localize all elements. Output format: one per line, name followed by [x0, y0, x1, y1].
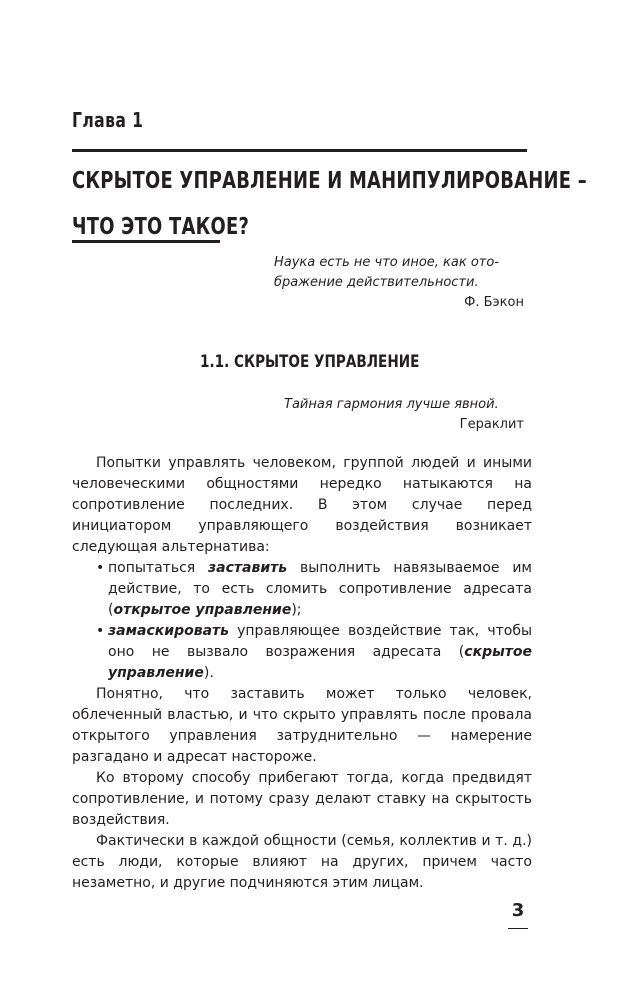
paragraph-3: Ко второму способу прибегают тогда, когда предвидят сопротивление, и потому сразу делают ставку на скрытость воздействия.	[72, 770, 532, 828]
body-text	[72, 453, 532, 894]
chapter-title	[72, 158, 587, 250]
alternatives-list	[72, 558, 532, 684]
chapter-label: Глава 1	[72, 108, 144, 132]
emphasis-disguise: замаскировать	[108, 623, 229, 639]
list-item: • попытаться заставить выполнить навязываемое им действие, то есть сломить сопротивление адресата (открытое управление);	[96, 560, 532, 618]
epigraph-author: Гераклит	[459, 417, 524, 432]
page-number: 3	[511, 900, 525, 921]
epigraph-bacon	[274, 253, 524, 313]
epigraph-author: Ф. Бэкон	[464, 295, 524, 310]
section-title: 1.1. СКРЫТОЕ УПРАВЛЕНИЕ	[200, 352, 420, 372]
list-item: • замаскировать управляющее воздействие так, чтобы оно не вызвало возражения адресата (скрытое управление).	[96, 623, 532, 681]
epigraph-quote: Тайная гармония лучше явной.	[284, 397, 499, 412]
bullet-icon: •	[96, 560, 105, 576]
emphasis-force: заставить	[208, 560, 288, 576]
chapter-title-line-2: ЧТО ЭТО ТАКОЕ?	[72, 214, 250, 240]
chapter-bottom-rule	[72, 240, 220, 243]
chapter-title-line-1: СКРЫТОЕ УПРАВЛЕНИЕ И МАНИПУЛИРОВАНИЕ –	[72, 168, 587, 194]
page-number-rule	[508, 928, 528, 929]
epigraph-heraclitus	[284, 395, 524, 435]
epigraph-quote-line-2: бражение действительности.	[274, 275, 479, 290]
chapter-top-rule	[72, 149, 527, 152]
paragraph-2: Понятно, что заставить может только человек, облеченный властью, и что скрыто управлять после провала открытого управления затруднительно — намерение разгадано и адресат настороже.	[72, 686, 532, 765]
paragraph-1: Попытки управлять человеком, группой людей и иными человеческими общностями нередко натыкаются на сопротивление последних. В этом случае перед инициатором управляющего воздействия возникает следующая альтернатива:	[72, 455, 532, 555]
paragraph-4: Фактически в каждой общности (семья, коллектив и т. д.) есть люди, которые влияют на других, причем часто незаметно, и другие подчиняются этим лицам.	[72, 833, 532, 891]
epigraph-quote-line-1: Наука есть не что иное, как ото-	[274, 255, 500, 270]
emphasis-open-control: открытое управление	[113, 602, 292, 618]
emphasis-hidden-control: скрытое управление	[108, 644, 532, 681]
bullet-icon: •	[96, 623, 105, 639]
